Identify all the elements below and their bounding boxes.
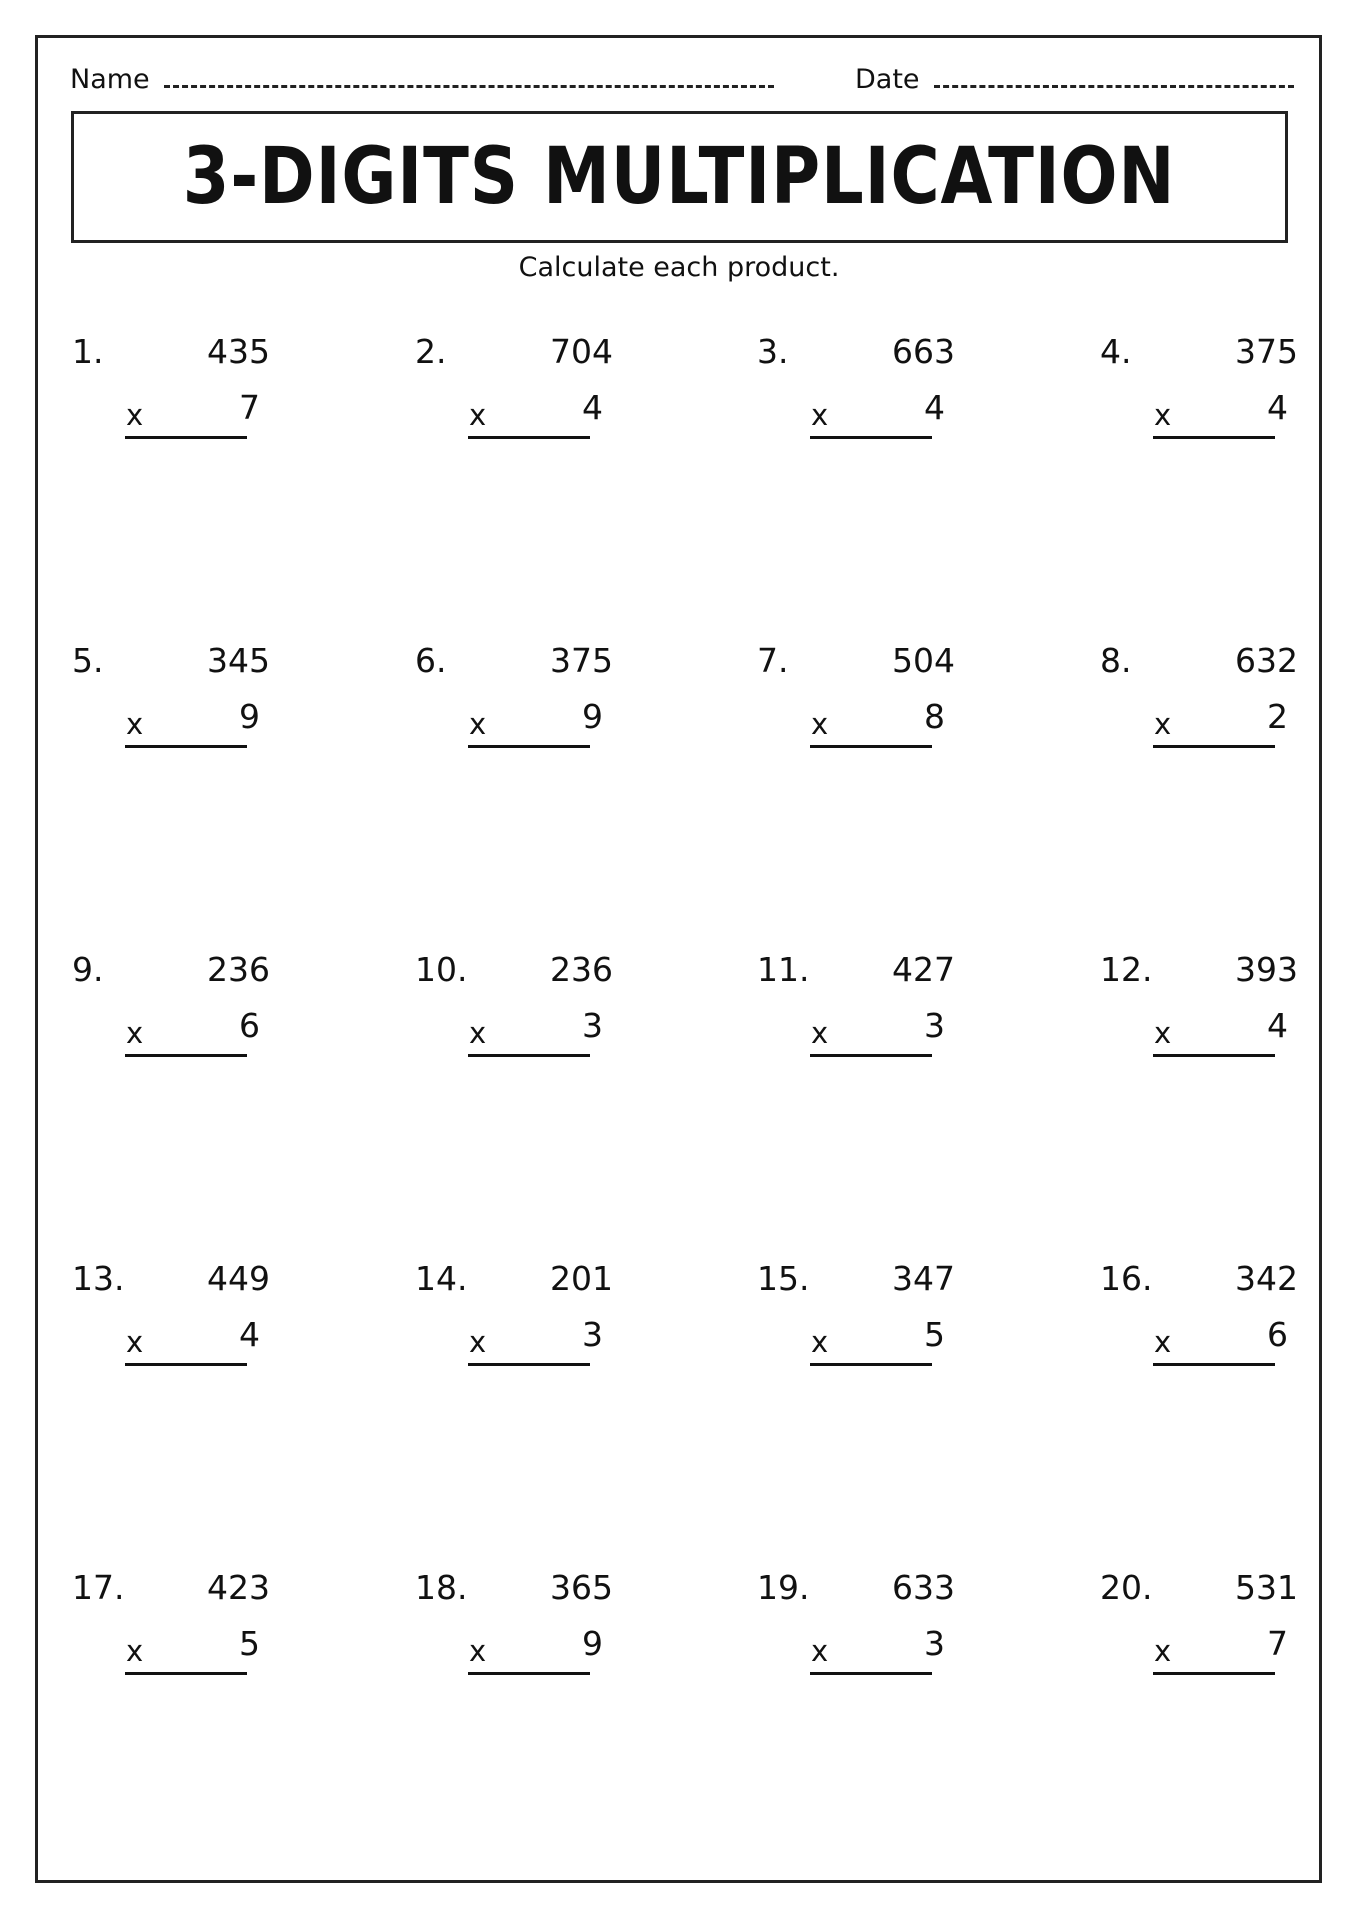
times-symbol: x — [1154, 1634, 1172, 1668]
times-symbol: x — [811, 1634, 829, 1668]
multiplicand: 449 — [207, 1259, 270, 1298]
multiplicand: 347 — [892, 1259, 955, 1298]
answer-rule — [468, 1672, 590, 1675]
answer-rule — [1153, 1672, 1275, 1675]
answer-rule — [1153, 745, 1275, 748]
problem-number: 19. — [757, 1568, 810, 1607]
times-symbol: x — [126, 1325, 144, 1359]
problem-13 — [72, 1259, 312, 1384]
date-label: Date — [855, 64, 920, 95]
problem-3 — [757, 332, 997, 457]
answer-rule — [125, 1054, 247, 1057]
multiplier: 6 — [239, 1006, 260, 1045]
problem-15 — [757, 1259, 997, 1384]
times-symbol: x — [1154, 1016, 1172, 1050]
answer-rule — [468, 1363, 590, 1366]
problem-number: 10. — [415, 950, 468, 989]
problem-number: 7. — [757, 641, 789, 680]
times-symbol: x — [1154, 707, 1172, 741]
problem-9 — [72, 950, 312, 1075]
problem-18 — [415, 1568, 655, 1693]
multiplier: 4 — [924, 388, 945, 427]
multiplier: 3 — [924, 1624, 945, 1663]
multiplicand: 345 — [207, 641, 270, 680]
problem-17 — [72, 1568, 312, 1693]
multiplicand: 531 — [1235, 1568, 1298, 1607]
multiplier: 3 — [582, 1006, 603, 1045]
multiplier: 3 — [924, 1006, 945, 1045]
times-symbol: x — [469, 1634, 487, 1668]
multiplier: 4 — [1267, 1006, 1288, 1045]
problem-number: 4. — [1100, 332, 1132, 371]
problem-number: 6. — [415, 641, 447, 680]
instructions: Calculate each product. — [518, 252, 840, 283]
multiplicand: 375 — [1235, 332, 1298, 371]
multiplicand: 435 — [207, 332, 270, 371]
problem-number: 16. — [1100, 1259, 1153, 1298]
multiplicand: 504 — [892, 641, 955, 680]
times-symbol: x — [126, 398, 144, 432]
multiplier: 9 — [582, 1624, 603, 1663]
times-symbol: x — [126, 1016, 144, 1050]
answer-rule — [468, 745, 590, 748]
problem-2 — [415, 332, 655, 457]
multiplier: 8 — [924, 697, 945, 736]
problem-number: 12. — [1100, 950, 1153, 989]
problem-number: 11. — [757, 950, 810, 989]
times-symbol: x — [811, 707, 829, 741]
times-symbol: x — [126, 1634, 144, 1668]
multiplier: 4 — [1267, 388, 1288, 427]
problem-19 — [757, 1568, 997, 1693]
problem-number: 15. — [757, 1259, 810, 1298]
problem-8 — [1100, 641, 1340, 766]
multiplicand: 342 — [1235, 1259, 1298, 1298]
multiplicand: 365 — [550, 1568, 613, 1607]
answer-rule — [125, 1363, 247, 1366]
multiplicand: 632 — [1235, 641, 1298, 680]
multiplier: 7 — [1267, 1624, 1288, 1663]
problem-16 — [1100, 1259, 1340, 1384]
times-symbol: x — [469, 1016, 487, 1050]
times-symbol: x — [1154, 398, 1172, 432]
problem-number: 1. — [72, 332, 104, 371]
answer-rule — [1153, 436, 1275, 439]
times-symbol: x — [469, 707, 487, 741]
multiplicand: 201 — [550, 1259, 613, 1298]
multiplier: 9 — [239, 697, 260, 736]
multiplier: 7 — [239, 388, 260, 427]
worksheet-title: 3-DIGITS MULTIPLICATION — [183, 132, 1176, 222]
multiplicand: 427 — [892, 950, 955, 989]
answer-rule — [810, 1672, 932, 1675]
problem-number: 13. — [72, 1259, 125, 1298]
problem-11 — [757, 950, 997, 1075]
multiplicand: 393 — [1235, 950, 1298, 989]
answer-rule — [468, 1054, 590, 1057]
multiplicand: 236 — [550, 950, 613, 989]
problem-number: 18. — [415, 1568, 468, 1607]
multiplier: 2 — [1267, 697, 1288, 736]
problem-number: 14. — [415, 1259, 468, 1298]
problem-1 — [72, 332, 312, 457]
problem-4 — [1100, 332, 1340, 457]
problem-number: 20. — [1100, 1568, 1153, 1607]
multiplier: 4 — [582, 388, 603, 427]
problem-12 — [1100, 950, 1340, 1075]
problem-14 — [415, 1259, 655, 1384]
times-symbol: x — [811, 1016, 829, 1050]
answer-rule — [1153, 1363, 1275, 1366]
answer-rule — [125, 745, 247, 748]
answer-rule — [468, 436, 590, 439]
times-symbol: x — [811, 398, 829, 432]
answer-rule — [1153, 1054, 1275, 1057]
answer-rule — [125, 1672, 247, 1675]
times-symbol: x — [126, 707, 144, 741]
multiplicand: 375 — [550, 641, 613, 680]
multiplier: 5 — [924, 1315, 945, 1354]
problem-number: 9. — [72, 950, 104, 989]
name-label: Name — [70, 64, 150, 95]
problem-7 — [757, 641, 997, 766]
multiplier: 4 — [239, 1315, 260, 1354]
times-symbol: x — [469, 1325, 487, 1359]
problem-10 — [415, 950, 655, 1075]
problem-6 — [415, 641, 655, 766]
multiplicand: 633 — [892, 1568, 955, 1607]
multiplier: 9 — [582, 697, 603, 736]
answer-rule — [810, 436, 932, 439]
times-symbol: x — [469, 398, 487, 432]
multiplier: 5 — [239, 1624, 260, 1663]
multiplicand: 236 — [207, 950, 270, 989]
multiplier: 6 — [1267, 1315, 1288, 1354]
multiplicand: 663 — [892, 332, 955, 371]
times-symbol: x — [1154, 1325, 1172, 1359]
problem-number: 2. — [415, 332, 447, 371]
answer-rule — [810, 1363, 932, 1366]
answer-rule — [125, 436, 247, 439]
problem-number: 3. — [757, 332, 789, 371]
multiplier: 3 — [582, 1315, 603, 1354]
problem-number: 17. — [72, 1568, 125, 1607]
problem-5 — [72, 641, 312, 766]
times-symbol: x — [811, 1325, 829, 1359]
problem-number: 8. — [1100, 641, 1132, 680]
problem-20 — [1100, 1568, 1340, 1693]
problem-number: 5. — [72, 641, 104, 680]
answer-rule — [810, 745, 932, 748]
multiplicand: 704 — [550, 332, 613, 371]
answer-rule — [810, 1054, 932, 1057]
multiplicand: 423 — [207, 1568, 270, 1607]
